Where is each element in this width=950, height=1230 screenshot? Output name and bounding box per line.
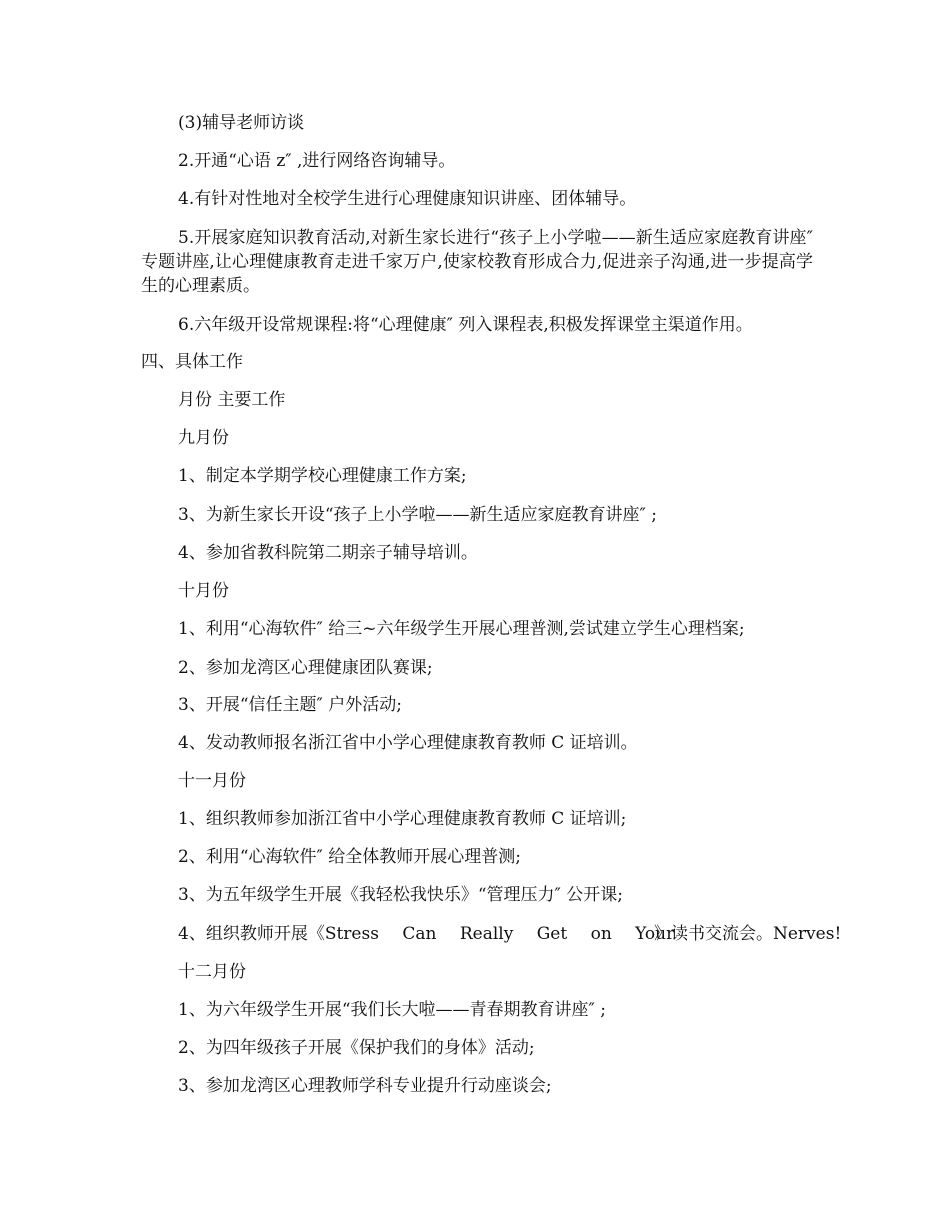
list-item: 1、组织教师参加浙江省中小学心理健康教育教师 C 证培训; bbox=[178, 809, 627, 829]
month-heading: 十一月份 bbox=[178, 771, 246, 791]
list-item: 3、参加龙湾区心理教师学科专业提升行动座谈会; bbox=[178, 1076, 552, 1096]
list-item: 1、制定本学期学校心理健康工作方案; bbox=[178, 466, 467, 486]
list-item-text: 4、组织教师开展《Stress Can Really Get on Your bbox=[178, 924, 675, 944]
list-item: 4、参加省教科院第二期亲子辅导培训。 bbox=[178, 543, 478, 563]
month-heading: 九月份 bbox=[178, 428, 229, 448]
list-item: 3、为新生家长开设“孩子上小学啦——新生适应家庭教育讲座″ ; bbox=[178, 505, 657, 525]
list-item: 4、发动教师报名浙江省中小学心理健康教育教师 C 证培训。 bbox=[178, 733, 638, 753]
subitem-counselor-interview: (3)辅导老师访谈 bbox=[178, 113, 305, 133]
list-item: 2、参加龙湾区心理健康团队赛课; bbox=[178, 658, 433, 678]
list-item: 3、为五年级学生开展《我轻松我快乐》“管理压力″ 公开课; bbox=[178, 885, 623, 905]
table-header: 月份 主要工作 bbox=[178, 390, 286, 410]
list-item: 2、为四年级孩子开展《保护我们的身体》活动; bbox=[178, 1038, 535, 1058]
paragraph-family-education: 5.开展家庭知识教育活动,对新生家长进行“孩子上小学啦——新生适应家庭教育讲座″ 专题讲座,让心理健康教育走进千家万户,使家校教育形成合力,促进亲子沟通,进一步提高学生的心理素质。 bbox=[141, 228, 813, 296]
list-item: 3、开展“信任主题″ 户外活动; bbox=[178, 695, 402, 715]
item-lectures: 4.有针对性地对全校学生进行心理健康知识讲座、团体辅导。 bbox=[178, 189, 637, 209]
list-item-text-tail: 》读书交流会。Nerves! bbox=[654, 924, 842, 944]
section-title: 四、具体工作 bbox=[141, 352, 243, 372]
month-heading: 十二月份 bbox=[178, 962, 246, 982]
item-online-counseling: 2.开通“心语 z″ ,进行网络咨询辅导。 bbox=[178, 151, 456, 171]
month-heading: 十月份 bbox=[178, 581, 229, 601]
list-item: 2、利用“心海软件″ 给全体教师开展心理普测; bbox=[178, 847, 521, 867]
list-item: 1、利用“心海软件″ 给三~六年级学生开展心理普测,尝试建立学生心理档案; bbox=[178, 619, 745, 639]
paragraph-grade6-course: 6.六年级开设常规课程:将“心理健康″ 列入课程表,积极发挥课堂主渠道作用。 bbox=[178, 315, 753, 335]
list-item bbox=[178, 923, 842, 945]
list-item: 1、为六年级学生开展“我们长大啦——青春期教育讲座″ ; bbox=[178, 1000, 606, 1020]
